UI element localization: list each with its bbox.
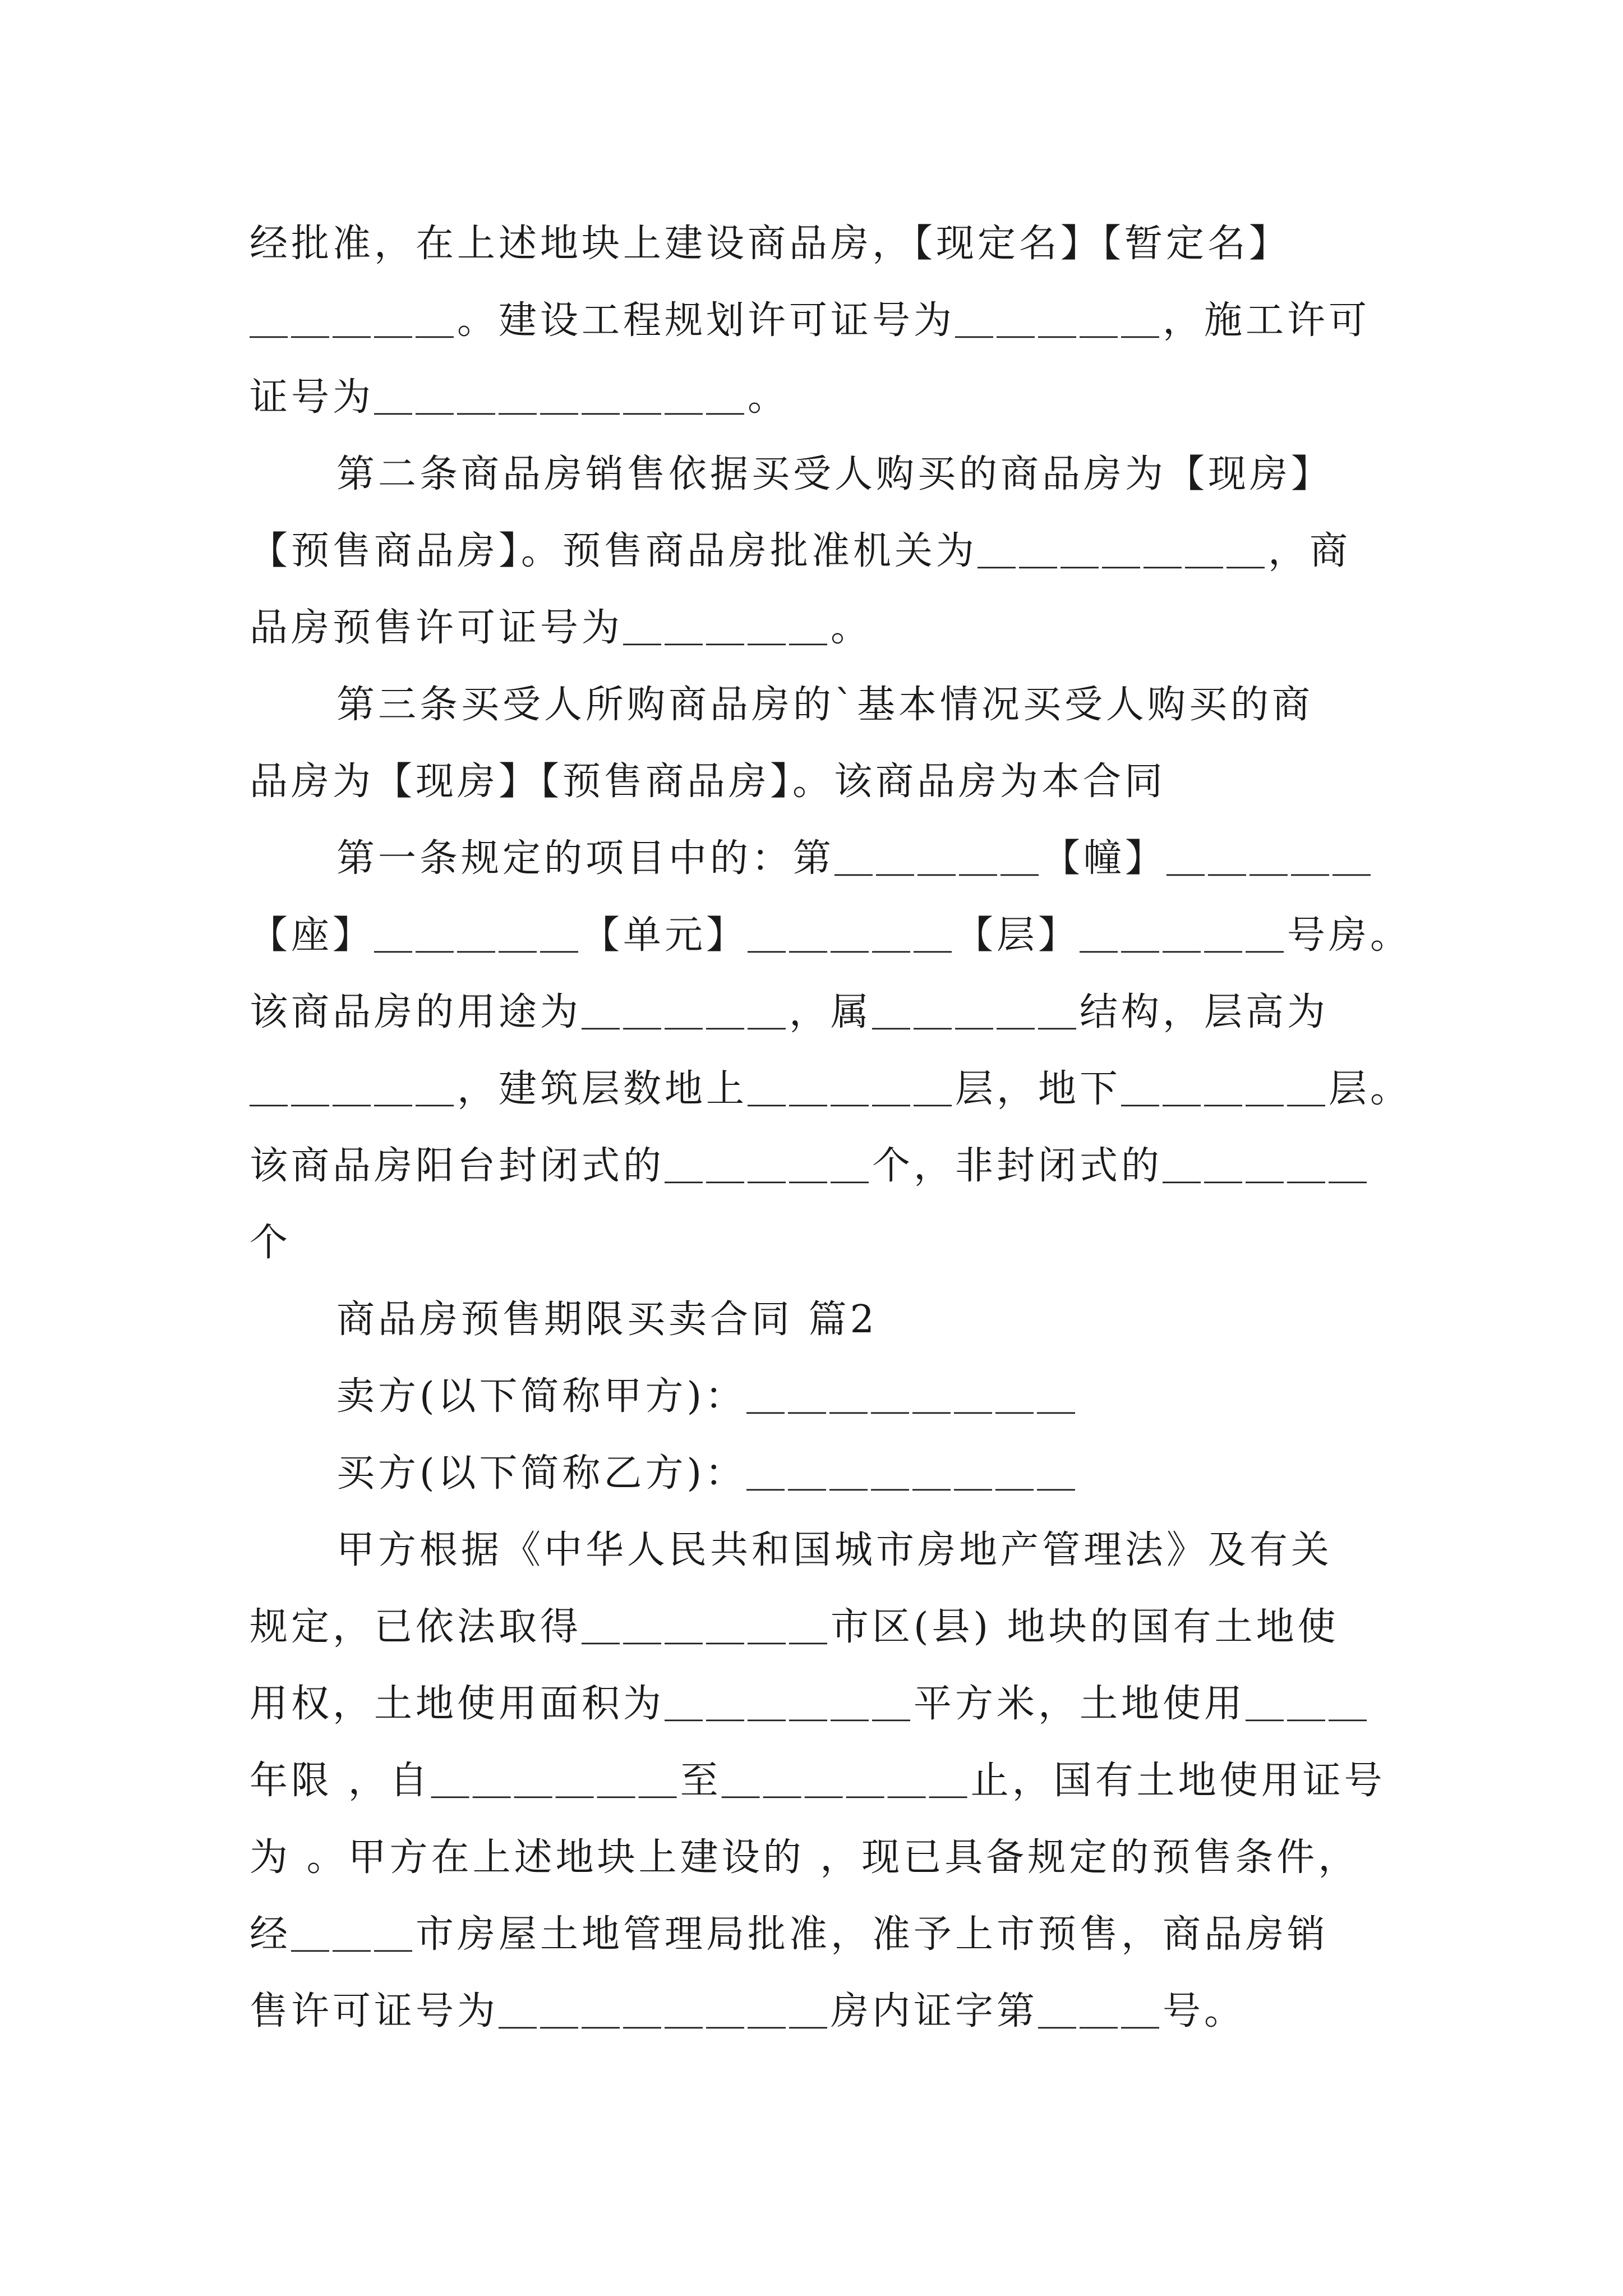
text-line: 规定，已依法取得＿＿＿＿＿＿市区(县) 地块的国有土地使	[250, 1605, 1339, 1649]
text-line: 用权，土地使用面积为＿＿＿＿＿＿平方米，土地使用＿＿＿	[250, 1682, 1371, 1726]
text-line: 经＿＿＿市房屋土地管理局批准，准予上市预售，商品房销	[250, 1912, 1329, 1957]
buyer-line: 买方(以下简称乙方)：＿＿＿＿＿＿＿＿	[336, 1451, 1079, 1496]
text-line: ＿＿＿＿＿，建筑层数地上＿＿＿＿＿层，地下＿＿＿＿＿层。	[250, 1067, 1412, 1111]
text-line: 售许可证号为＿＿＿＿＿＿＿＿房内证字第＿＿＿号。	[250, 1989, 1246, 2033]
text-line: 品房为【现房】【预售商品房】。该商品房为本合同	[250, 760, 1166, 804]
paragraph-start: 第三条买受人所购商品房的`基本情况买受人购买的商	[336, 683, 1314, 727]
text-line: 该商品房的用途为＿＿＿＿＿，属＿＿＿＿＿结构，层高为	[250, 990, 1329, 1034]
text-line: 为 。甲方在上述地块上建设的 ，现已具备规定的预售条件，	[250, 1835, 1360, 1880]
text-line: 【座】＿＿＿＿＿【单元】＿＿＿＿＿【层】＿＿＿＿＿号房。	[250, 913, 1412, 958]
paragraph-start: 第二条商品房销售依据买受人购买的商品房为【现房】	[336, 452, 1333, 496]
text-line: ＿＿＿＿＿。建设工程规划许可证号为＿＿＿＿＿，施工许可	[250, 298, 1371, 343]
text-line: 经批准，在上述地块上建设商品房，【现定名】【暂定名】	[250, 222, 1291, 266]
text-line: 品房预售许可证号为＿＿＿＿＿。	[250, 606, 873, 650]
paragraph-start: 第一条规定的项目中的：第＿＿＿＿＿【幢】＿＿＿＿＿	[336, 836, 1375, 881]
text-line: 年限 ，自＿＿＿＿＿＿至＿＿＿＿＿＿止，国有土地使用证号	[250, 1759, 1386, 1803]
text-line: 该商品房阳台封闭式的＿＿＿＿＿个，非封闭式的＿＿＿＿＿	[250, 1144, 1371, 1188]
text-line: 个	[250, 1221, 292, 1265]
seller-line: 卖方(以下简称甲方)：＿＿＿＿＿＿＿＿	[336, 1374, 1079, 1419]
section-heading: 商品房预售期限买卖合同 篇2	[336, 1297, 878, 1342]
text-line: 证号为＿＿＿＿＿＿＿＿＿。	[250, 375, 790, 420]
text-line: 【预售商品房】。预售商品房批准机关为＿＿＿＿＿＿＿，商	[250, 529, 1352, 573]
paragraph-start: 甲方根据《中华人民共和国城市房地产管理法》及有关	[336, 1528, 1333, 1572]
